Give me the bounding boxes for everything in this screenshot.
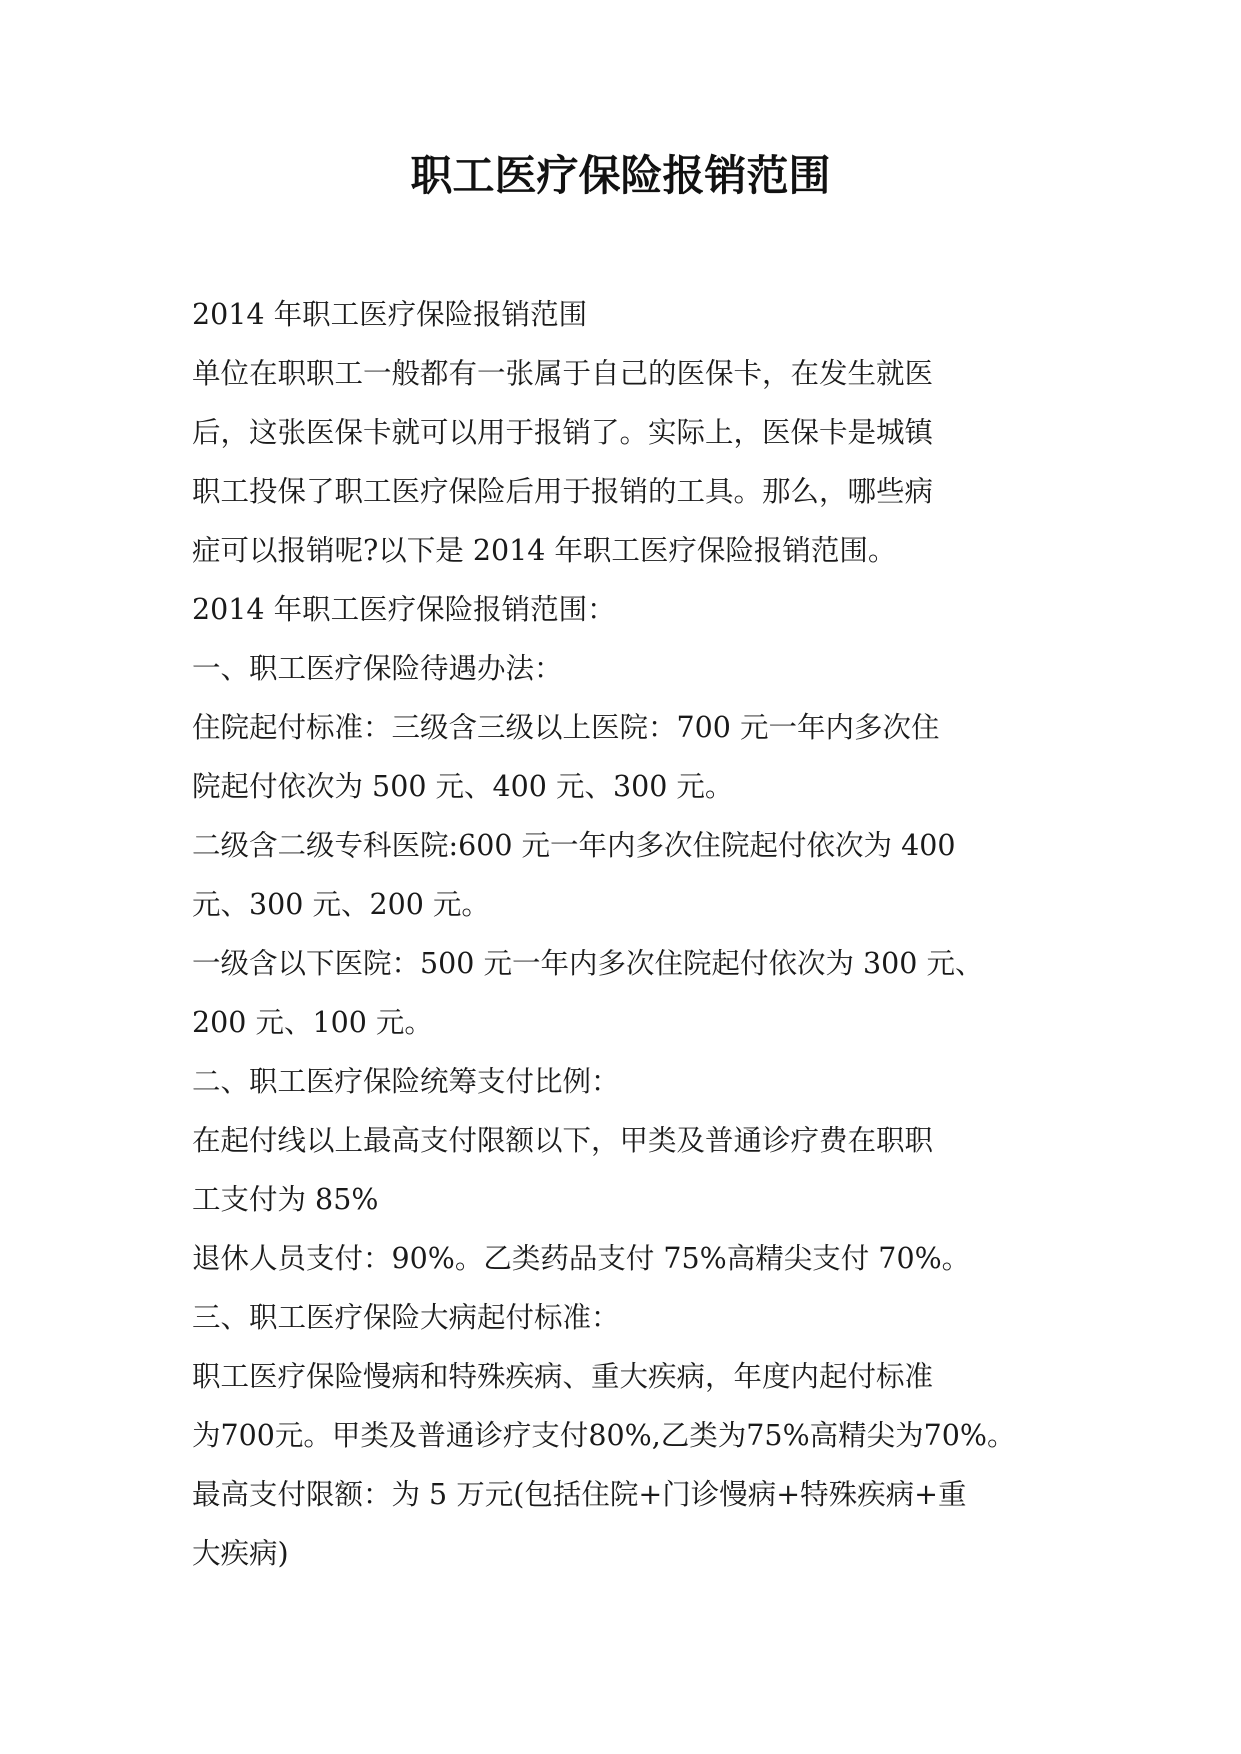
document-body bbox=[192, 285, 1072, 1583]
body-line: 一级含以下医院：500 元一年内多次住院起付依次为 300 元、 bbox=[192, 947, 984, 980]
body-line: 二级含二级专科医院:600 元一年内多次住院起付依次为 400 bbox=[192, 829, 956, 862]
body-line: 职工投保了职工医疗保险后用于报销的工具。那么，哪些病 bbox=[192, 475, 934, 508]
body-line: 为700元。甲类及普通诊疗支付80%,乙类为75%高精尖为70%。 bbox=[192, 1419, 1016, 1452]
body-line: 退休人员支付：90%。乙类药品支付 75%高精尖支付 70%。 bbox=[192, 1242, 971, 1275]
body-line: 住院起付标准：三级含三级以上医院：700 元一年内多次住 bbox=[192, 711, 940, 744]
body-line: 大疾病) bbox=[192, 1537, 289, 1570]
body-line: 职工医疗保险慢病和特殊疾病、重大疾病，年度内起付标准 bbox=[192, 1360, 934, 1393]
body-line: 2014 年职工医疗保险报销范围： bbox=[192, 593, 616, 626]
body-line: 2014 年职工医疗保险报销范围 bbox=[192, 298, 588, 331]
body-line: 后，这张医保卡就可以用于报销了。实际上，医保卡是城镇 bbox=[192, 416, 934, 449]
body-line: 二、职工医疗保险统筹支付比例： bbox=[192, 1065, 620, 1098]
body-line: 200 元、100 元。 bbox=[192, 1006, 433, 1039]
document-title: 职工医疗保险报销范围 bbox=[410, 151, 831, 200]
body-line: 在起付线以上最高支付限额以下，甲类及普通诊疗费在职职 bbox=[192, 1124, 934, 1157]
body-line: 单位在职职工一般都有一张属于自己的医保卡，在发生就医 bbox=[192, 357, 934, 390]
body-line: 三、职工医疗保险大病起付标准： bbox=[192, 1301, 620, 1334]
body-line: 症可以报销呢?以下是 2014 年职工医疗保险报销范围。 bbox=[192, 534, 897, 567]
body-line: 最高支付限额：为 5 万元(包括住院+门诊慢病+特殊疾病+重 bbox=[192, 1478, 967, 1511]
body-line: 元、300 元、200 元。 bbox=[192, 888, 490, 921]
body-line: 一、职工医疗保险待遇办法： bbox=[192, 652, 563, 685]
body-line: 院起付依次为 500 元、400 元、300 元。 bbox=[192, 770, 734, 803]
body-line: 工支付为 85% bbox=[192, 1183, 379, 1216]
